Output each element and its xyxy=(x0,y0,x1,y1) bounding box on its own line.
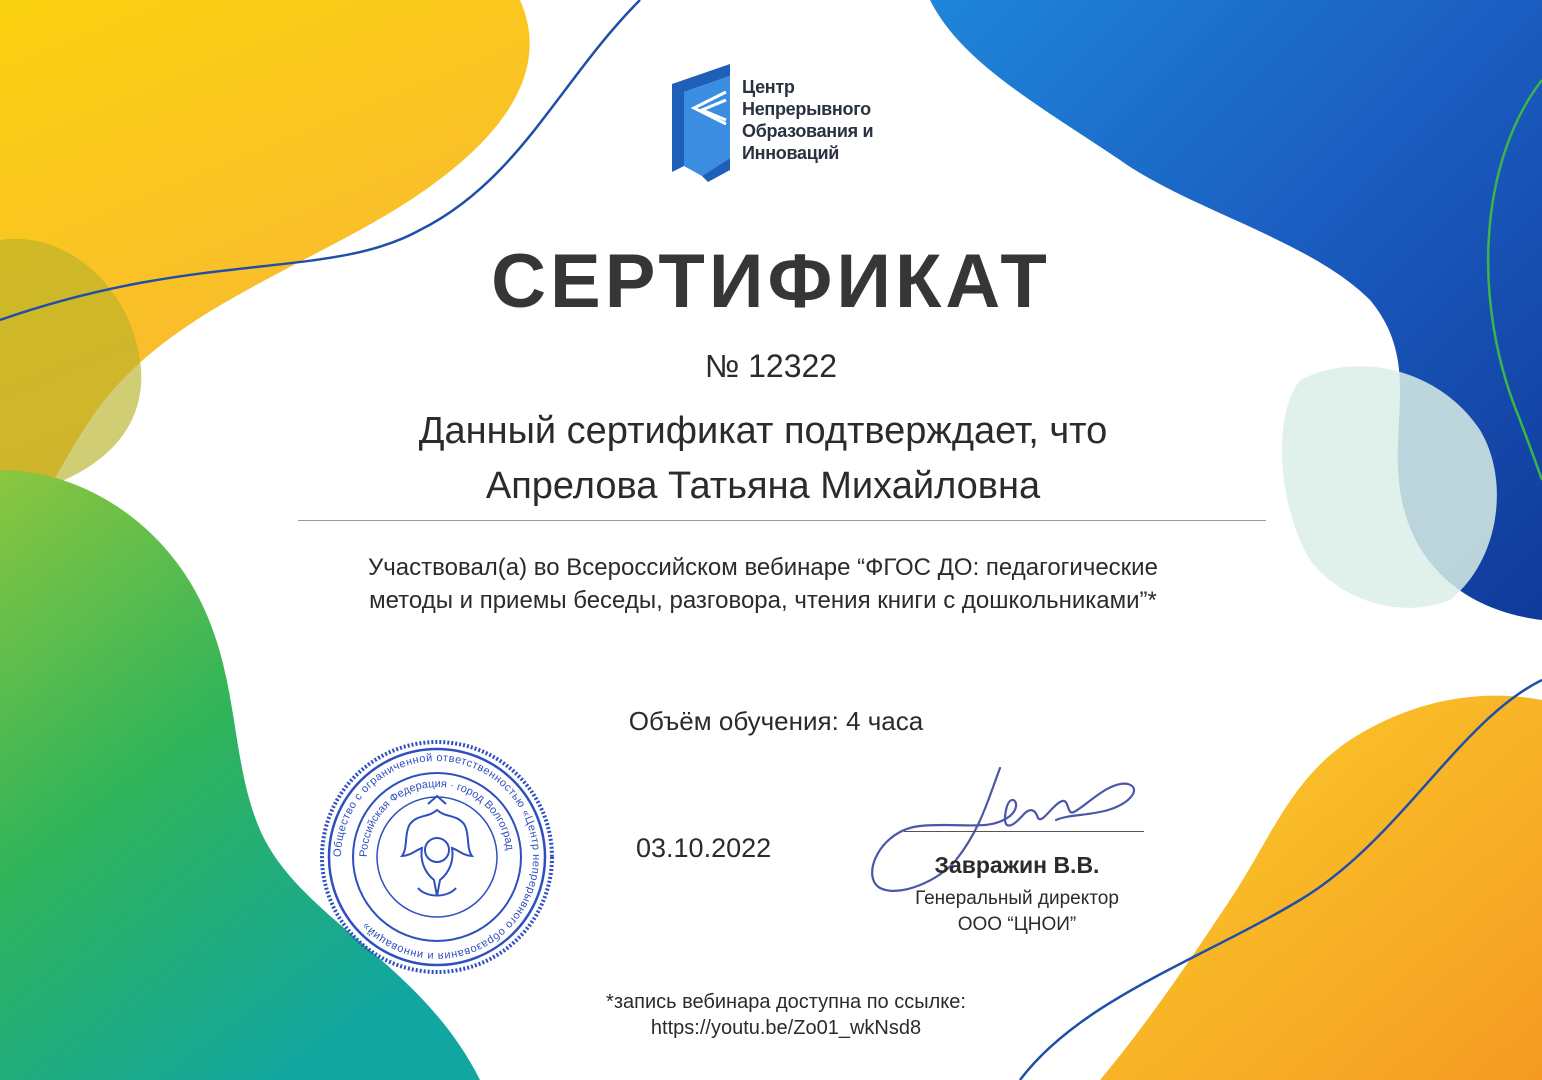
handwritten-signature xyxy=(860,760,1160,900)
recipient-name: Апрелова Татьяна Михайловна xyxy=(485,465,1041,507)
footnote-line-1: *запись вебинара доступна по ссылке: xyxy=(606,991,966,1013)
official-stamp xyxy=(318,738,556,976)
signer-name: Завражин В.В. xyxy=(934,852,1100,878)
logo-line-1: Центр xyxy=(742,77,795,97)
confirm-text: Данный сертификат подтверждает, что xyxy=(418,410,1108,452)
logo-line-3: Образования и xyxy=(742,121,874,141)
svg-text:Российская Федерация · город В xyxy=(358,778,516,857)
name-underline xyxy=(298,520,1266,521)
certificate-title: СЕРТИФИКАТ xyxy=(491,239,1051,324)
eagle-emblem-icon xyxy=(402,796,472,896)
signer-position xyxy=(880,886,1154,938)
signer-position-line-2: ООО “ЦНОИ” xyxy=(957,914,1077,935)
webinar-link[interactable]: https://youtu.be/Zo01_wkNsd8 xyxy=(650,1017,922,1039)
description-line-1: Участвовал(а) во Всероссийском вебинаре “ФГОС ДО: педагогические xyxy=(368,554,1158,581)
orange-shape xyxy=(1100,696,1542,1080)
signer-position-line-1: Генеральный директор xyxy=(915,888,1119,909)
description-line-2: методы и приемы беседы, разговора, чтения книги с дошкольниками”* xyxy=(369,587,1157,614)
training-hours: Объём обучения: 4 часа xyxy=(628,706,924,736)
logo-text xyxy=(742,76,873,164)
logo-line-2: Непрерывного xyxy=(742,99,871,119)
certificate-number: № 12322 xyxy=(704,348,838,384)
stamp-inner-text: Российская Федерация · город Волгоград xyxy=(357,777,516,858)
course-description xyxy=(240,551,1286,617)
logo-line-4: Инноваций xyxy=(742,143,840,163)
stamp-outer-text: Общество с ограниченной ответственностью «Центр непрерывного образования и инноваций» xyxy=(331,751,543,963)
webinar-footnote xyxy=(480,989,1092,1041)
signature-line xyxy=(904,831,1144,832)
issue-date: 03.10.2022 xyxy=(636,833,772,863)
